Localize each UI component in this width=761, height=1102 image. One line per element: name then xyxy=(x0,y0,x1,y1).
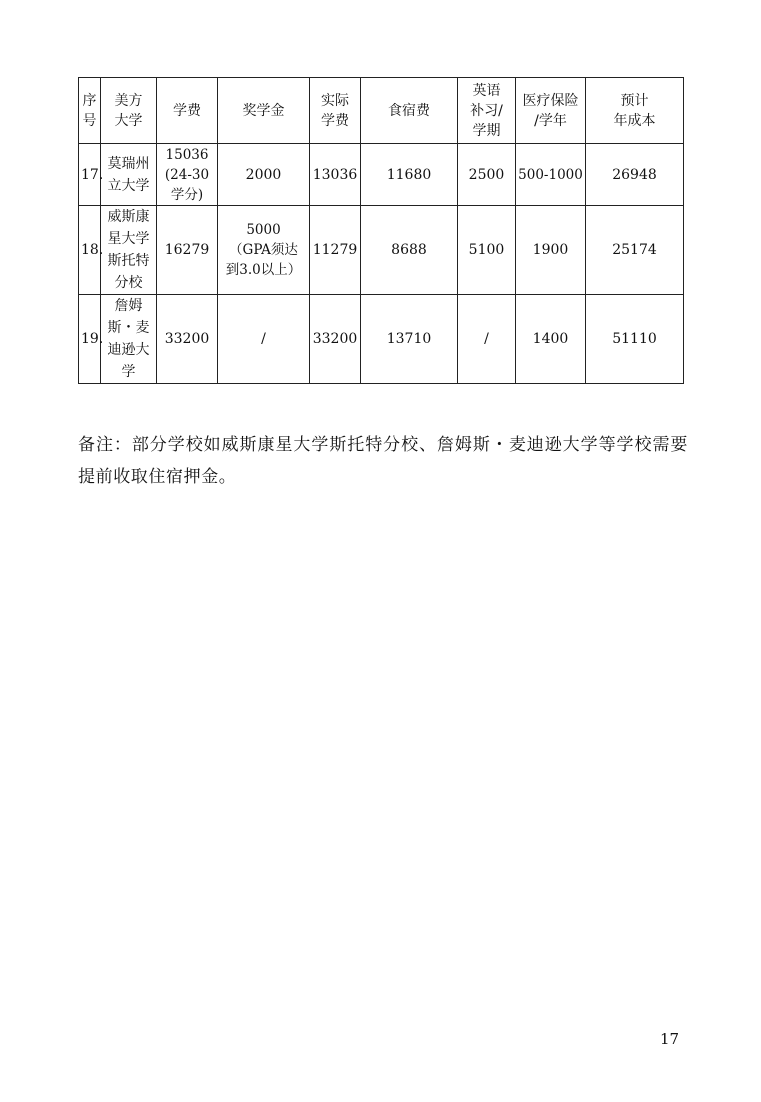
header-room-board: 食宿费 xyxy=(361,78,458,144)
row-scholarship: 2000 xyxy=(218,144,310,206)
footnote: 备注：部分学校如威斯康星大学斯托特分校、詹姆斯・麦迪逊大学等学校需要提前收取住宿押金。 xyxy=(78,435,688,487)
header-tuition: 学费 xyxy=(157,78,218,144)
table-row xyxy=(79,295,684,384)
cost-table xyxy=(78,77,684,384)
row-actual-tuition: 11279 xyxy=(310,206,361,295)
header-actual-tuition: 实际 学费 xyxy=(310,78,361,144)
row-tuition: 15036 (24-30 学分) xyxy=(157,144,218,206)
row-index: 17. xyxy=(79,144,101,206)
row-english: / xyxy=(458,295,516,384)
row-annual-cost: 25174 xyxy=(586,206,684,295)
row-university: 莫瑞州 立大学 xyxy=(101,144,157,206)
row-scholarship: / xyxy=(218,295,310,384)
row-english: 5100 xyxy=(458,206,516,295)
header-insurance: 医疗保险 /学年 xyxy=(516,78,586,144)
header-english: 英语 补习/ 学期 xyxy=(458,78,516,144)
header-university: 美方 大学 xyxy=(101,78,157,144)
row-room-board: 8688 xyxy=(361,206,458,295)
row-actual-tuition: 33200 xyxy=(310,295,361,384)
row-annual-cost: 51110 xyxy=(586,295,684,384)
row-university: 詹姆 斯・麦 迪逊大 学 xyxy=(101,295,157,384)
row-insurance: 1900 xyxy=(516,206,586,295)
table-row xyxy=(79,144,684,206)
row-insurance: 1400 xyxy=(516,295,586,384)
row-annual-cost: 26948 xyxy=(586,144,684,206)
row-index: 18. xyxy=(79,206,101,295)
row-english: 2500 xyxy=(458,144,516,206)
row-index: 19. xyxy=(79,295,101,384)
table-row xyxy=(79,206,684,295)
row-scholarship: 5000 （GPA须达 到3.0以上） xyxy=(218,206,310,295)
row-insurance: 500-1000 xyxy=(516,144,586,206)
row-room-board: 13710 xyxy=(361,295,458,384)
table-header-row xyxy=(79,78,684,144)
page-number: 17 xyxy=(660,1030,680,1048)
row-university: 威斯康 星大学 斯托特 分校 xyxy=(101,206,157,295)
header-scholarship: 奖学金 xyxy=(218,78,310,144)
header-index: 序 号 xyxy=(79,78,101,144)
row-tuition: 16279 xyxy=(157,206,218,295)
row-room-board: 11680 xyxy=(361,144,458,206)
header-annual-cost: 预计 年成本 xyxy=(586,78,684,144)
row-actual-tuition: 13036 xyxy=(310,144,361,206)
row-tuition: 33200 xyxy=(157,295,218,384)
